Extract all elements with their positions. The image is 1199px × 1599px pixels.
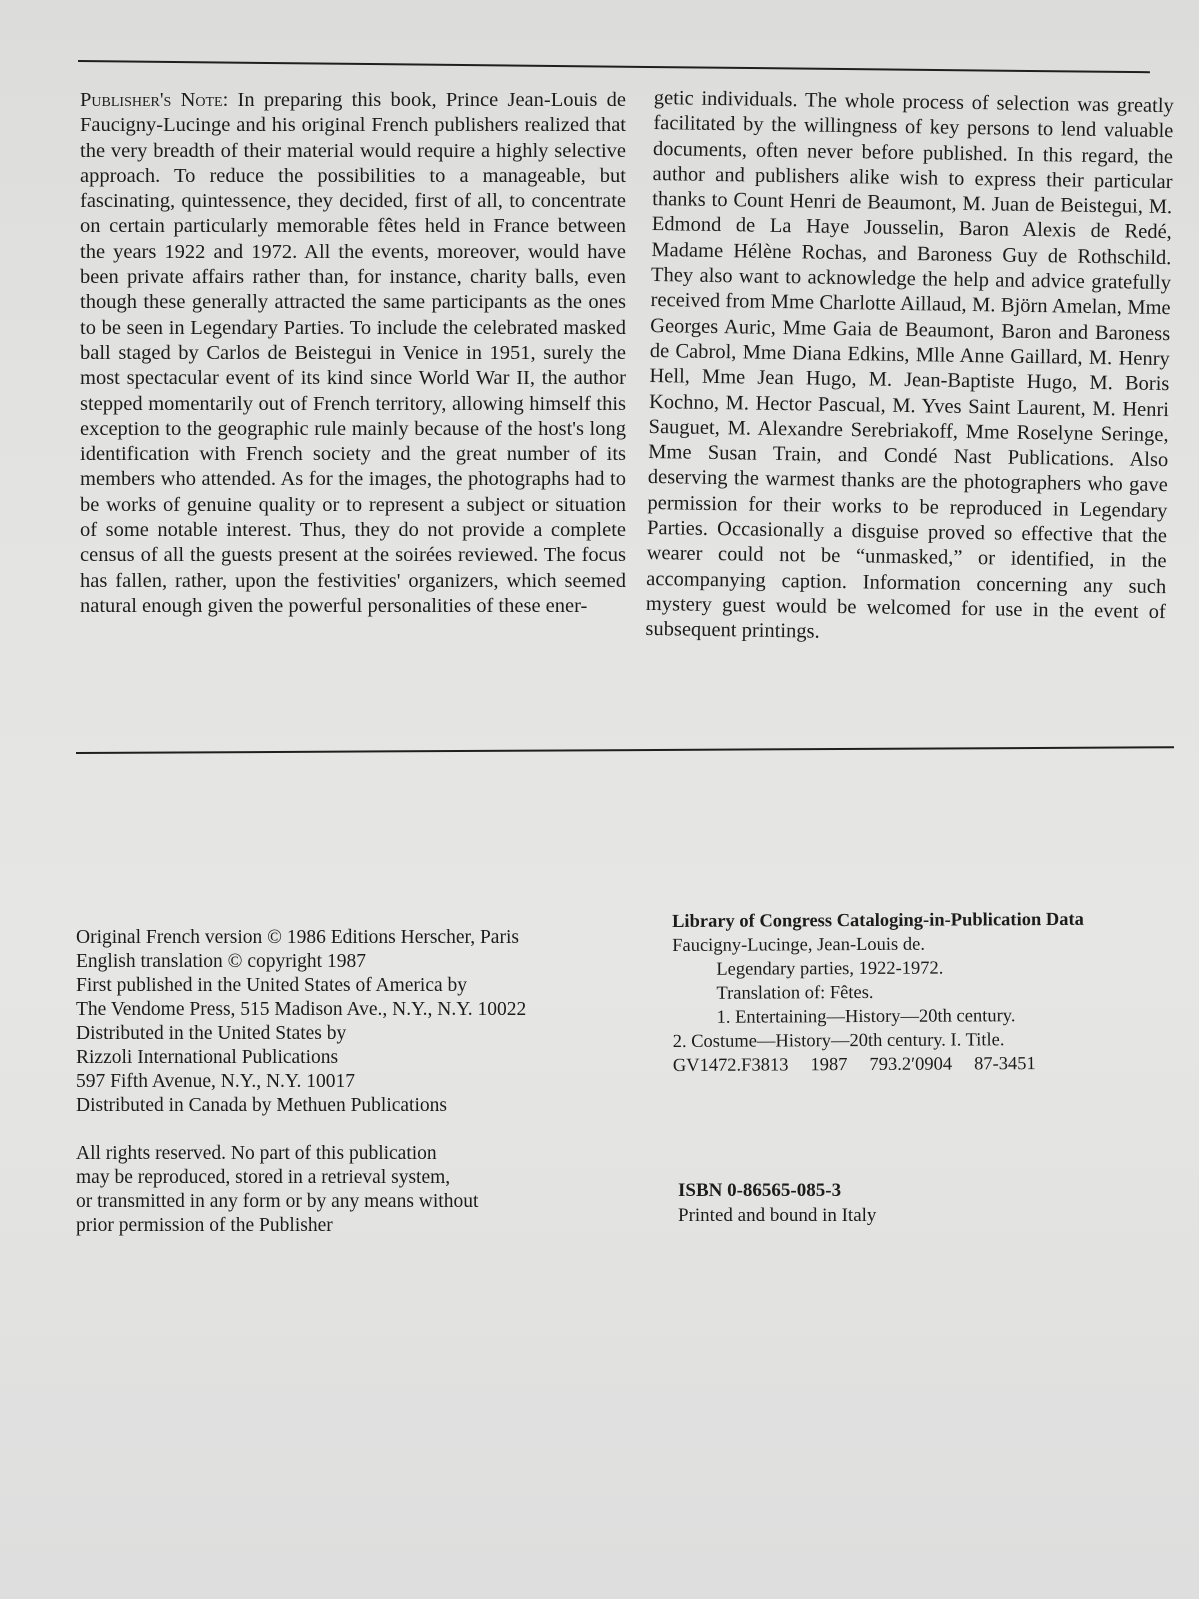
publishers-note-label: Publisher's Note:: [80, 89, 229, 111]
publishers-note-left-column: [80, 88, 626, 619]
edition-credits: [76, 926, 646, 1118]
cataloging-data: [672, 907, 1173, 1078]
publishers-note-right-column: [645, 86, 1174, 651]
isbn-block: [678, 1178, 876, 1228]
credit-line: Distributed in the United States by: [76, 1023, 347, 1044]
bottom-rule: [76, 746, 1174, 754]
isbn-number: ISBN 0-86565-085-3: [678, 1180, 842, 1201]
top-rule: [78, 60, 1150, 73]
cip-lccn: 87-3451: [974, 1054, 1036, 1075]
cip-subject-1: 1. Entertaining—History—20th century.: [716, 1006, 1016, 1028]
rights-statement: [76, 1142, 596, 1238]
credit-line: Rizzoli International Publications: [76, 1047, 339, 1068]
cip-author: Faucigny-Lucinge, Jean-Louis de.: [672, 934, 926, 956]
rights-line: or transmitted in any form or by any means without: [76, 1191, 479, 1212]
cip-title: Legendary parties, 1922-1972.: [716, 958, 944, 980]
credit-line: The Vendome Press, 515 Madison Ave., N.Y., N.Y. 10022: [76, 999, 527, 1020]
rights-line: prior permission of the Publisher: [76, 1215, 333, 1236]
credit-line: English translation © copyright 1987: [76, 951, 366, 972]
printed-in: Printed and bound in Italy: [678, 1205, 877, 1226]
credit-line: Distributed in Canada by Methuen Publications: [76, 1095, 447, 1116]
cip-heading: Library of Congress Cataloging-in-Publication Data: [672, 909, 1084, 932]
credit-line: First published in the United States of America by: [76, 975, 468, 996]
rights-line: All rights reserved. No part of this publication: [76, 1143, 437, 1164]
rights-line: may be reproduced, stored in a retrieval system,: [76, 1167, 451, 1188]
cip-call-number: GV1472.F3813: [672, 1055, 789, 1076]
cip-subject-2: 2. Costume—History—20th century. I. Title.: [672, 1030, 1005, 1052]
credit-line: 597 Fifth Avenue, N.Y., N.Y. 10017: [76, 1071, 355, 1092]
publishers-note-right-text: getic individuals. The whole process of selection was greatly facilitated by the willingness of key persons to lend valuable documents, often never before published. In this regard, the author and publishers alike wish to express their particular thanks to Count Henri de Beaumont, M. Juan de Beistegui, M. Edmond de La Haye Jousselin, Baron Alexis de Redé, Madame Hélène Rochas, and Baroness Guy de Rothschild. They also want to acknowledge the help and advice gratefully received from Mme Charlotte Aillaud, M. Björn Amelan, Mme Georges Auric, Mme Gaia de Beaumont, Baron and Baroness de Cabrol, Mme Diana Edkins, Mlle Anne Gaillard, M. Henry Hell, Mme Jean Hugo, M. Jean-Baptiste Hugo, M. Boris Kochno, M. Hector Pascual, M. Yves Saint Laurent, M. Henri Sauguet, M. Alexandre Serebriakoff, Mme Roselyne Seringe, Mme Susan Train, and Condé Nast Publications. Also deserving the warmest thanks are the photographers who gave permission for their works to be reproduced in Legendary Parties. Occasionally a disguise proved so effective that the wearer could not be “unmasked,” or identified, in the accompanying caption. Information concerning any such mystery guest would be welcomed for use in the event of subsequent printings.: [645, 86, 1174, 643]
publishers-note-left-text: [80, 88, 626, 619]
cip-year: 1987: [810, 1055, 848, 1076]
cip-call-number-row: [673, 1051, 1173, 1078]
publishers-note-left-body: In preparing this book, Prince Jean-Louis de Faucigny-Lucinge and his original French publishers realized that the very breadth of their material would require a highly selective approach. To reduce the possibilities to a manageable, but fascinating, quintessence, they decided, first of all, to concentrate on certain particularly memorable fêtes held in France between the years 1922 and 1972. All the events, moreover, would have been private affairs rather than, for instance, charity balls, even though these generally attracted the same participants as the ones to be seen in Legendary Parties. To include the celebrated masked ball staged by Carlos de Beistegui in Venice in 1951, surely the most spectacular event of its kind since World War II, the author stepped momentarily out of French territory, allowing himself this exception to the geographic rule mainly because of the host's long identification with French society and the great number of its members who attended. As for the images, the photographs had to be works of genuine quality or to represent a subject or situation of some notable interest. Thus, they do not provide a complete census of all the guests present at the soirées reviewed. The focus has fallen, rather, upon the festivities' organizers, which seemed natural enough given the powerful personalities of these ener-: [80, 89, 626, 617]
cip-translation: Translation of: Fêtes.: [716, 982, 874, 1004]
credit-line: Original French version © 1986 Editions Herscher, Paris: [76, 927, 519, 948]
cip-dewey: 793.2′0904: [869, 1054, 953, 1075]
